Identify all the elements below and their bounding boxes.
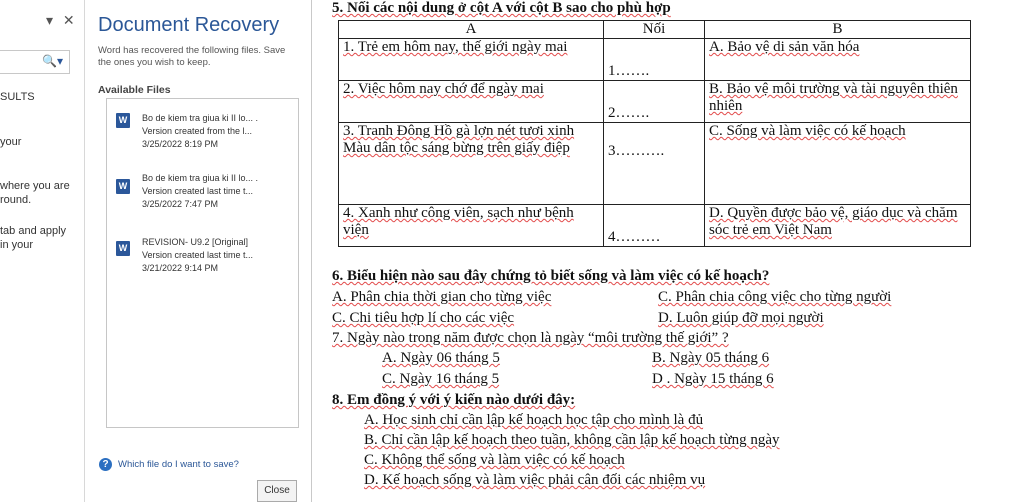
- file-name: Bo de kiem tra giua ki II lo... .: [142, 173, 259, 183]
- cell-b: B. Bảo vệ môi trường và tài nguyên thiên nhiên: [705, 81, 971, 123]
- cell-noi: 2…….: [604, 81, 705, 123]
- help-icon: ?: [99, 458, 112, 471]
- question-6: 6. Biểu hiện nào sau đây chứng tỏ biết sống và làm việc có kế hoạch?: [332, 268, 770, 284]
- q8-option-d: D. Kế hoạch sống và làm việc phải cân đối các nhiệm vụ: [364, 472, 706, 488]
- cell-noi: 4………: [604, 205, 705, 247]
- q7-option-d: D . Ngày 15 tháng 6: [652, 371, 774, 387]
- file-date: 3/21/2022 9:14 PM: [142, 263, 219, 273]
- document-recovery-pane: [85, 0, 312, 502]
- cell-noi: 1…….: [604, 39, 705, 81]
- q6-option-c: C. Phân chia công việc cho từng người: [658, 289, 892, 305]
- column-header-b: B: [705, 21, 971, 39]
- word-document-icon: W: [116, 179, 130, 194]
- word-document-icon: W: [116, 113, 130, 128]
- search-input[interactable]: [0, 50, 70, 74]
- table-row: [339, 123, 971, 205]
- question-7: 7. Ngày nào trong năm được chọn là ngày “môi trường thế giới” ?: [332, 330, 729, 346]
- q8-option-b: B. Chỉ cần lập kế hoạch theo tuần, không cần lập kế hoạch từng ngày: [364, 432, 780, 448]
- close-icon[interactable]: ✕: [62, 12, 75, 28]
- magnifier-icon[interactable]: 🔍▾: [42, 54, 63, 68]
- recovered-file-item[interactable]: [107, 169, 298, 229]
- close-button[interactable]: Close: [257, 480, 297, 502]
- column-header-a: A: [339, 21, 604, 39]
- pane-options-icon[interactable]: ▾: [46, 12, 54, 28]
- question-8: 8. Em đồng ý với ý kiến nào dưới đây:: [332, 392, 576, 408]
- help-link-label: Which file do I want to save?: [118, 459, 239, 471]
- recovery-title: Document Recovery: [98, 14, 280, 36]
- nav-text-fragment: where you are: [0, 180, 70, 192]
- table-header-row: [339, 21, 971, 39]
- cell-a: 2. Việc hôm nay chớ để ngày mai: [339, 81, 604, 123]
- file-status: Version created last time t...: [142, 186, 254, 196]
- q7-option-c: C. Ngày 16 tháng 5: [382, 371, 500, 387]
- file-status: Version created last time t...: [142, 250, 254, 260]
- nav-text-fragment: SULTS: [0, 91, 35, 103]
- cell-noi: 3……….: [604, 123, 705, 205]
- cell-a: 3. Tranh Đông Hồ gà lợn nét tươi xinh Màu dân tộc sáng bừng trên giấy điệp: [339, 123, 604, 205]
- nav-text-fragment: round.: [0, 194, 32, 206]
- matching-table: [338, 20, 971, 247]
- nav-text-fragment: your: [0, 136, 22, 148]
- help-link[interactable]: [99, 458, 239, 471]
- document-page[interactable]: [312, 0, 1024, 502]
- recovered-file-item[interactable]: [107, 231, 298, 291]
- cell-a: 4. Xanh như công viên, sạch như bệnh viện: [339, 205, 604, 247]
- q8-option-a: A. Học sinh chỉ cần lập kế hoạch học tập cho mình là đủ: [364, 412, 704, 428]
- recovered-file-item[interactable]: [107, 103, 298, 163]
- q7-option-a: A. Ngày 06 tháng 5: [382, 350, 500, 366]
- file-name: Bo de kiem tra giua ki II lo... .: [142, 113, 259, 123]
- cell-b: A. Bảo vệ di sản văn hóa: [705, 39, 971, 81]
- recovery-description: Word has recovered the following files. Save the ones you wish to keep.: [98, 45, 286, 68]
- q7-option-b: B. Ngày 05 tháng 6: [652, 350, 770, 366]
- q6-option-d: D. Luôn giúp đỡ mọi người: [658, 310, 824, 326]
- file-date: 3/25/2022 8:19 PM: [142, 139, 219, 149]
- available-files-heading: Available Files: [98, 84, 171, 96]
- word-document-icon: W: [116, 241, 130, 256]
- file-status: Version created from the l...: [142, 126, 253, 136]
- cell-b: C. Sống và làm việc có kế hoạch: [705, 123, 971, 205]
- q8-option-c: C. Không thể sống và làm việc có kế hoạch: [364, 452, 625, 468]
- file-date: 3/25/2022 7:47 PM: [142, 199, 219, 209]
- pane-controls: [46, 12, 81, 29]
- question-5-title: 5. Nối các nội dung ở cột A với cột B sao cho phù hợp: [332, 0, 671, 16]
- table-row: [339, 81, 971, 123]
- cell-b: D. Quyền được bảo vệ, giáo dục và chăm sóc trẻ em Việt Nam: [705, 205, 971, 247]
- column-header-noi: Nối: [604, 21, 705, 39]
- file-name: REVISION- U9.2 [Original]: [142, 237, 249, 247]
- nav-text-fragment: tab and apply: [0, 225, 67, 237]
- table-row: [339, 205, 971, 247]
- table-row: [339, 39, 971, 81]
- nav-text-fragment: in your: [0, 239, 34, 251]
- cell-a: 1. Trẻ em hôm nay, thế giới ngày mai: [339, 39, 604, 81]
- recovered-files-list: [106, 98, 299, 428]
- q6-option-a: A. Phân chia thời gian cho từng việc: [332, 289, 552, 305]
- q6-option-b: C. Chi tiêu hợp lí cho các việc: [332, 310, 515, 326]
- navigation-pane: [0, 0, 85, 502]
